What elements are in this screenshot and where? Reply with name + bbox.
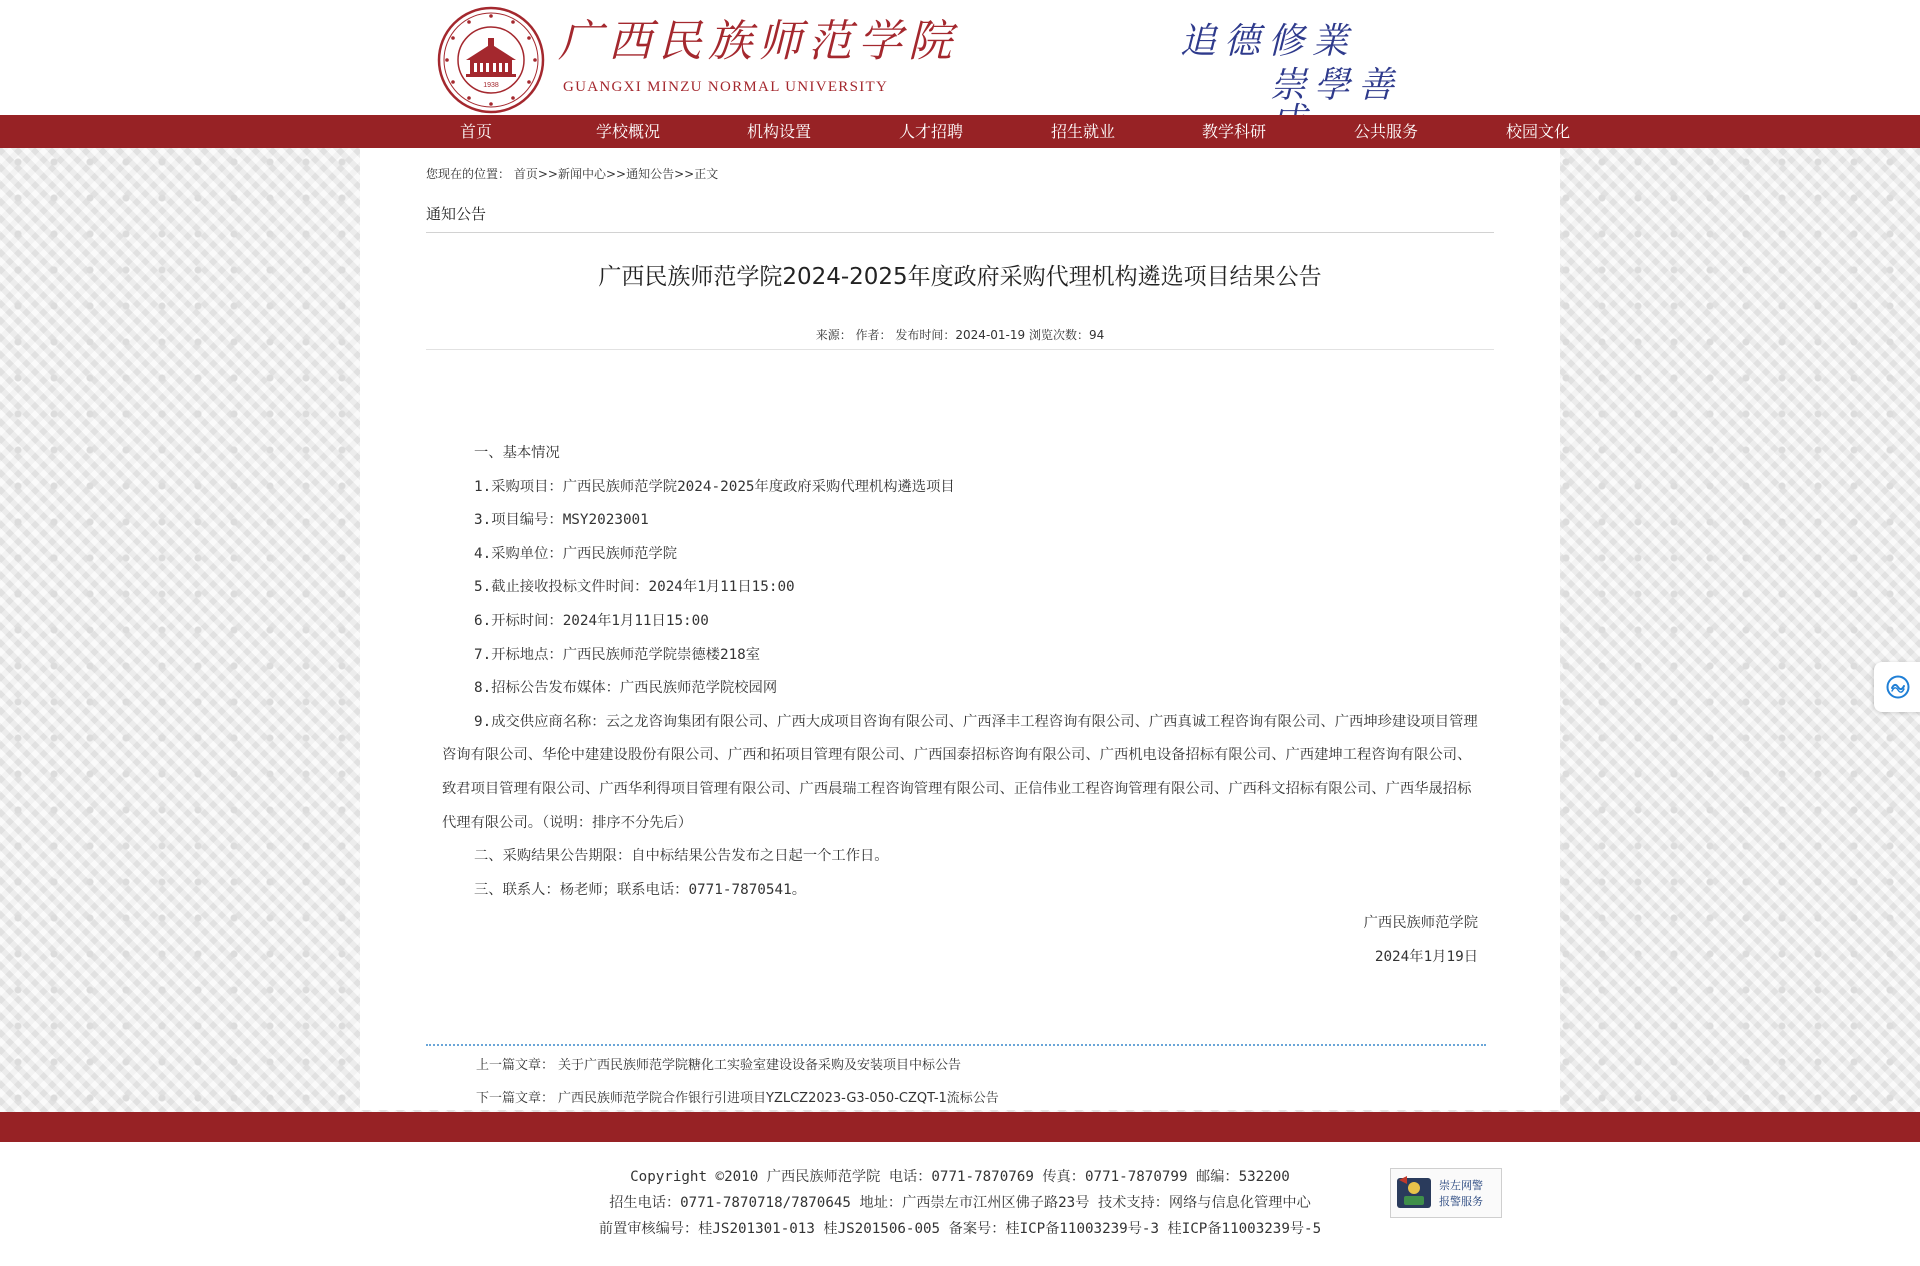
next-article <box>476 1087 999 1106</box>
school-motto <box>1180 18 1440 108</box>
school-name-english[interactable]: GUANGXI MINZU NORMAL UNIVERSITY <box>563 79 889 95</box>
article-paragraph: 一、基本情况 <box>474 445 560 461</box>
nav-item-public-services[interactable]: 公共服务 <box>1353 122 1418 141</box>
article-panel <box>360 148 1560 1110</box>
motto-line-1: 追德修業 <box>1180 21 1357 62</box>
footer-copyright: Copyright ©2010 广西民族师范学院 电话：0771-7870769 传真：0771-7870799 邮编：532200 <box>630 1169 1290 1185</box>
school-emblem-logo[interactable] <box>436 6 546 114</box>
nav-item-home[interactable]: 首页 <box>459 122 492 141</box>
meta-source-label: 来源： <box>815 328 852 342</box>
previous-article-link[interactable]: 关于广西民族师范学院糖化工实验室建设设备采购及安装项目中标公告 <box>558 1058 962 1073</box>
nav-item-admissions-employment[interactable]: 招生就业 <box>1050 122 1115 141</box>
signature-organization: 广西民族师范学院 <box>1363 915 1478 932</box>
police-badge-text <box>1439 1178 1483 1210</box>
meta-views-label: 浏览次数： <box>1028 328 1089 342</box>
article-paragraph: 1.采购项目：广西民族师范学院2024-2025年度政府采购代理机构遴选项目 <box>474 478 955 495</box>
section-title: 通知公告 <box>426 205 487 223</box>
next-article-link[interactable]: 广西民族师范学院合作银行引进项目YZLCZ2023-G3-050-CZQT-1流标公告 <box>558 1091 999 1106</box>
police-report-badge[interactable] <box>1390 1168 1502 1218</box>
meta-date-label: 发布时间： <box>895 328 956 342</box>
breadcrumb <box>426 165 718 182</box>
previous-article-label: 上一篇文章： <box>476 1058 555 1073</box>
article-paragraph: 8.招标公告发布媒体：广西民族师范学院校园网 <box>474 680 778 697</box>
article-body <box>442 437 1478 975</box>
site-footer <box>0 1142 1920 1266</box>
article-meta <box>426 326 1494 343</box>
article-paragraph: 6.开标时间：2024年1月11日15:00 <box>474 612 709 629</box>
meta-author-label: 作者： <box>855 328 892 342</box>
article-paragraph: 5.截止接收投标文件时间：2024年1月11日15:00 <box>474 579 795 596</box>
nav-item-recruitment[interactable]: 人才招聘 <box>898 122 963 141</box>
breadcrumb-separator: >> <box>605 167 627 181</box>
article-paragraph: 二、采购结果公告期限：自中标结果公告发布之日起一个工作日。 <box>474 848 889 865</box>
article-title: 广西民族师范学院2024-2025年度政府采购代理机构遴选项目结果公告 <box>598 264 1322 290</box>
article-paragraph: 9.成交供应商名称：云之龙咨询集团有限公司、广西大成项目咨询有限公司、广西泽丰工程咨询有限公司、广西真诚工程咨询有限公司、广西坤珍建设项目管理咨询有限公司、华伦中建建设股份有限公司、广西和拓项目管理有限公司、广西国泰招标咨询有限公司、广西机电设备招标有限公司、广西建坤工程咨询有限公司、致君项目管理有限公司、广西华利得项目管理有限公司、广西晨瑞工程咨询管理有限公司、正信伟业工程咨询管理有限公司、广西科文招标有限公司、广西华晟招标代理有限公司。（说明：排序不分先后） <box>442 713 1478 831</box>
footer-band <box>0 1112 1920 1142</box>
previous-article <box>476 1054 961 1073</box>
nav-item-teaching-research[interactable]: 教学科研 <box>1201 122 1266 141</box>
motto-line-2: 崇學善 <box>1270 65 1403 106</box>
breadcrumb-notices-link[interactable]: 通知公告 <box>626 167 675 181</box>
accessibility-icon <box>1886 675 1910 699</box>
breadcrumb-current: 正文 <box>694 167 719 181</box>
article-paragraph: 7.开标地点：广西民族师范学院崇德楼218室 <box>474 646 761 663</box>
school-name-chinese[interactable]: 广西民族师范学院 <box>558 16 958 67</box>
police-badge-line-1: 崇左网警 <box>1439 1179 1483 1192</box>
breadcrumb-news-link[interactable]: 新闻中心 <box>557 167 606 181</box>
article-end-divider <box>426 1044 1486 1046</box>
footer-contact: 招生电话：0771-7870718/7870645 地址：广西崇左市江州区佛子路23号 技术支持：网络与信息化管理中心 <box>609 1195 1311 1211</box>
breadcrumb-home-link[interactable]: 首页 <box>513 167 538 181</box>
next-article-label: 下一篇文章： <box>476 1091 555 1106</box>
article-paragraph: 4.采购单位：广西民族师范学院 <box>474 545 678 562</box>
signature-date: 2024年1月19日 <box>1374 948 1478 965</box>
police-icon <box>1395 1174 1433 1212</box>
breadcrumb-prefix: 您现在的位置： <box>426 167 511 181</box>
nav-item-campus-culture[interactable]: 校园文化 <box>1505 122 1570 141</box>
meta-date: 2024-01-19 <box>955 328 1026 342</box>
main-navigation <box>0 115 1920 148</box>
footer-registration: 前置审核编号：桂JS201301-013 桂JS201506-005 备案号：桂ICP备11003239号-3 桂ICP备11003239号-5 <box>598 1221 1322 1237</box>
meta-views: 94 <box>1089 328 1105 342</box>
nav-item-departments[interactable]: 机构设置 <box>746 122 811 141</box>
nav-item-school-overview[interactable]: 学校概况 <box>595 122 660 141</box>
breadcrumb-separator: >> <box>537 167 558 181</box>
breadcrumb-separator: >> <box>674 167 695 181</box>
article-paragraph: 三、联系人：杨老师；联系电话：0771-7870541。 <box>474 881 807 898</box>
article-paragraph: 3.项目编号：MSY2023001 <box>474 512 649 529</box>
logo-year: 1938 <box>483 82 499 89</box>
site-header <box>0 0 1920 115</box>
meta-divider <box>426 349 1494 350</box>
police-badge-line-2: 报警服务 <box>1439 1195 1483 1208</box>
section-divider <box>426 232 1494 233</box>
floating-side-widget[interactable] <box>1874 662 1920 712</box>
